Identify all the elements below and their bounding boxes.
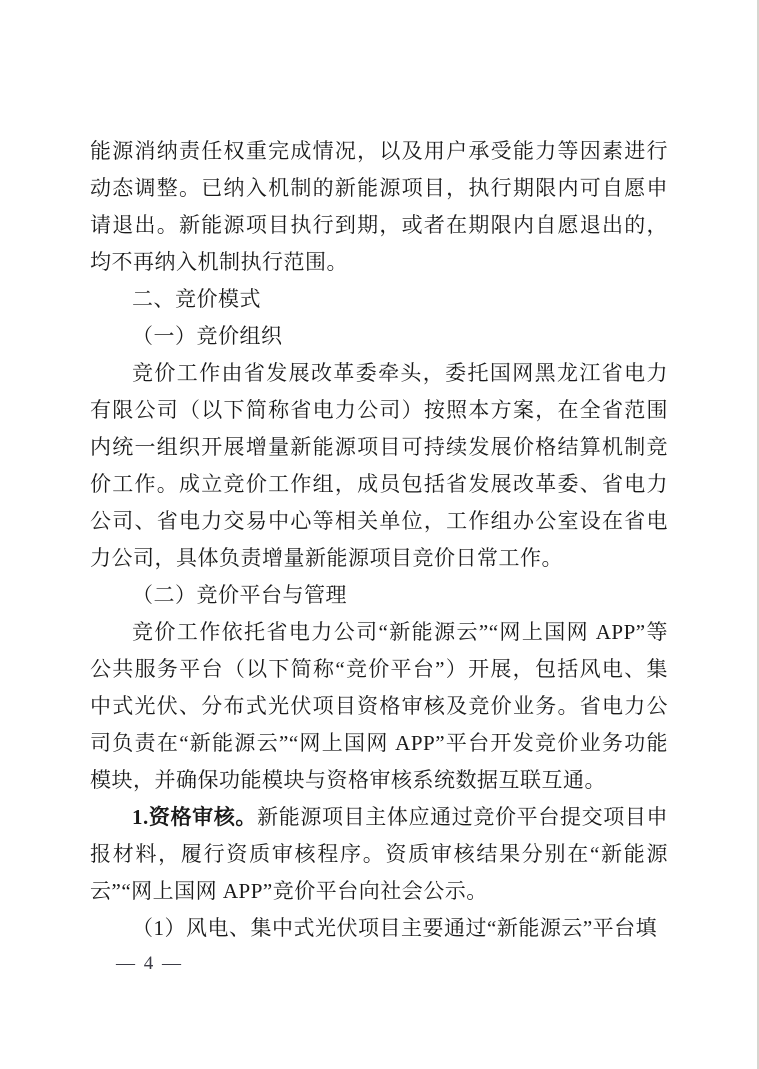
paragraph-platform: [90, 614, 668, 799]
paragraph-qualification-review: [90, 799, 668, 910]
subsection-heading-bidding-organization: （一）竞价组织: [132, 324, 283, 348]
paragraph-organization: 竞价工作由省发展改革委牵头，委托国网黑龙江省电力有限公司（以下简称省电力公司）按照本方案，在全省范围内统一组织开展增量新能源项目可持续发展价格结算机制竞价工作。成立竞价工作组，成员包括省发展改革委、省电力公司、省电力交易中心等相关单位，工作组办公室设在省电力公司，具体负责增量新能源项目竞价日常工作。: [90, 361, 668, 570]
subsection-heading-platform-management: （二）竞价平台与管理: [132, 583, 347, 607]
document-body: [90, 133, 668, 947]
page-number: — 4 —: [116, 953, 183, 974]
paragraph-item-1: （1）风电、集中式光伏项目主要通过“新能源云”平台填: [132, 916, 658, 940]
paragraph-platform-text: 竞价工作依托省电力公司“新能源云”“网上国网 APP”等公共服务平台（以下简称“竞价平台”）开展，包括风电、集中式光伏、分布式光伏项目资格审核及竞价业务。省电力公司负责在“新能源云”“网上国网 APP”平台开发竞价业务功能模块，并确保功能模块与资格审核系统数据互联互通。: [90, 620, 668, 792]
paragraph-qualification-lead: 1.资格审核。: [132, 805, 258, 829]
paragraph-continuation: 能源消纳责任权重完成情况，以及用户承受能力等因素进行动态调整。已纳入机制的新能源项目，执行期限内可自愿申请退出。新能源项目执行到期，或者在期限内自愿退出的，均不再纳入机制执行范围。: [90, 139, 668, 274]
section-heading-bidding-mode: 二、竞价模式: [132, 288, 261, 311]
paragraph-qualification-rest: 新能源项目主体应通过竞价平台提交项目申报材料，履行资质审核程序。资质审核结果分别在“新能源云”“网上国网 APP”竞价平台向社会公示。: [90, 805, 668, 903]
